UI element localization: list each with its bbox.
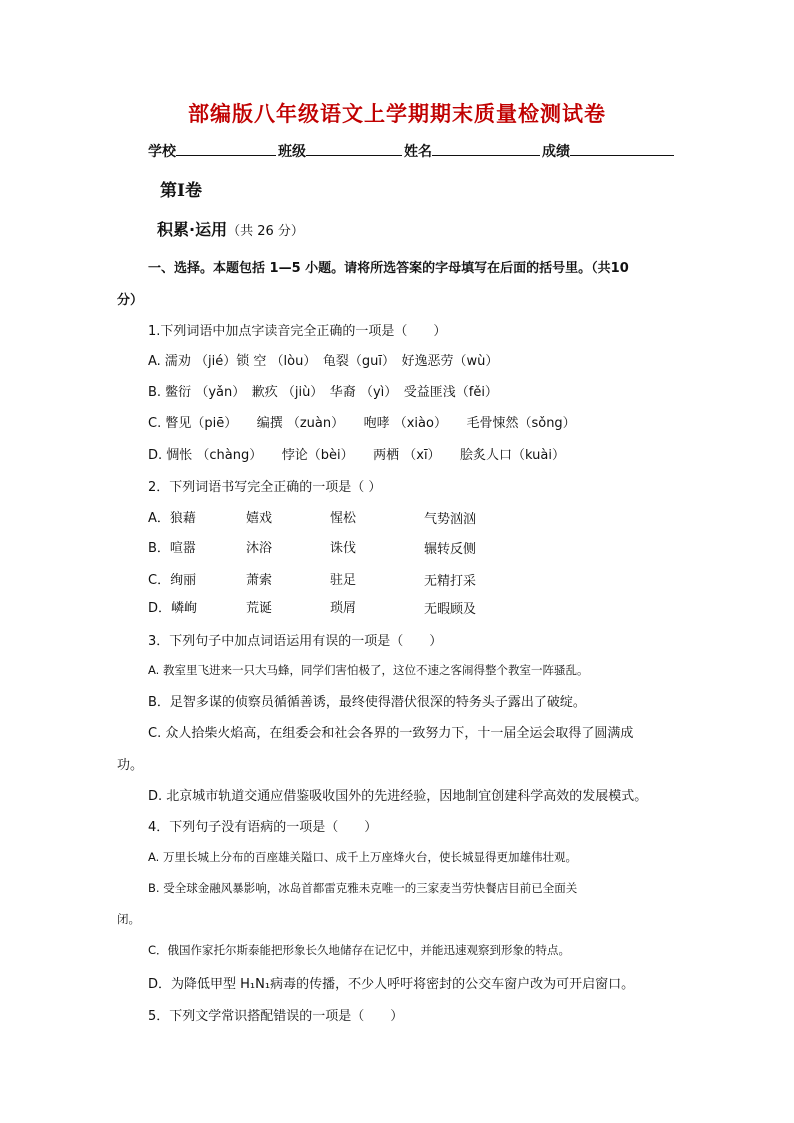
- q1-stem: 1.下列词语中加点字读音完全正确的一项是（ ）: [148, 324, 447, 339]
- name-blank[interactable]: [432, 141, 540, 156]
- q1-option-c: C. 瞥见（piē） 编撰 （zuàn） 咆哮 （xiào） 毛骨悚然（sǒng）: [148, 416, 576, 431]
- q2-row-d-col3: 琐屑: [330, 601, 357, 616]
- q3-option-a: A. 教室里飞进来一只大马蜂，同学们害怕极了，这位不速之客闹得整个教室一阵骚乱。: [148, 663, 589, 677]
- q4-stem: 4．下列句子没有语病的一项是（ ）: [148, 820, 378, 835]
- q3-stem: 3．下列句子中加点词语运用有误的一项是（ ）: [148, 634, 443, 649]
- q2-row-c-col1: C．绚丽: [148, 573, 197, 588]
- q4-option-a: A. 万里长城上分布的百座雄关隘口、成千上万座烽火台，使长城显得更加雄伟壮观。: [148, 850, 577, 864]
- q5-stem: 5．下列文学常识搭配错误的一项是（ ）: [148, 1009, 404, 1024]
- name-label: 姓名: [404, 144, 432, 160]
- q2-row-c-col2: 萧索: [246, 573, 273, 588]
- q2-row-d-col1: D．嶙峋: [148, 601, 198, 616]
- q1-option-a: A. 濡劝 （jié）锁 空 （lòu） 龟裂（guī） 好逸恶劳（wù）: [148, 354, 499, 369]
- q2-row-b-col2: 沐浴: [246, 541, 273, 556]
- section-label: 积累·运用: [157, 220, 228, 239]
- score-blank[interactable]: [570, 141, 674, 156]
- q2-row-b-col4: 辗转反侧: [424, 542, 477, 557]
- q2-row-b-col1: B．喧嚣: [148, 541, 196, 556]
- section-heading: [157, 217, 304, 240]
- q2-row-c-col4: 无精打采: [424, 574, 477, 589]
- part1-instruction-line1: 一、选择。本题包括 1—5 小题。请将所选答案的字母填写在后面的括号里。（共10: [148, 261, 629, 276]
- section-points: （共 26 分）: [227, 224, 304, 239]
- q3-option-b: B．足智多谋的侦察员循循善诱，最终使得潜伏很深的特务头子露出了破绽。: [148, 695, 586, 710]
- q2-row-a-col3: 惺松: [330, 511, 357, 526]
- q2-row-a-col1: A．狼藉: [148, 511, 196, 526]
- q3-option-c-line2: 功。: [117, 758, 144, 773]
- school-label: 学校: [148, 144, 176, 160]
- class-blank[interactable]: [306, 141, 402, 156]
- q3-option-d: D. 北京城市轨道交通应借鉴吸收国外的先进经验，因地制宜创建科学高效的发展模式。: [148, 789, 648, 804]
- volume-heading: 第Ⅰ卷: [160, 181, 202, 201]
- q1-option-b: B. 鳖衍 （yǎn） 歉疚 （jiù） 华裔 （yì） 受益匪浅（fěi）: [148, 385, 498, 400]
- q2-row-d-col4: 无暇顾及: [424, 602, 477, 617]
- q2-row-d-col2: 荒诞: [246, 601, 273, 616]
- school-blank[interactable]: [176, 141, 276, 156]
- student-info-line: [148, 141, 676, 161]
- class-label: 班级: [278, 144, 306, 160]
- q2-stem: 2．下列词语书写完全正确的一项是（ ）: [148, 480, 382, 495]
- q4-option-b-line1: B. 受全球金融风暴影响，冰岛首都雷克雅未克唯一的三家麦当劳快餐店目前已全面关: [148, 881, 578, 895]
- q2-row-b-col3: 诛伐: [330, 541, 357, 556]
- score-label: 成绩: [542, 144, 570, 160]
- q2-row-a-col4: 气势汹汹: [424, 512, 477, 527]
- q4-option-b-line2: 闭。: [117, 912, 140, 926]
- q1-option-d: D. 惆怅 （chàng） 悖论（bèi） 两栖 （xī） 脍炙人口（kuài）: [148, 448, 565, 463]
- q4-option-d: D．为降低甲型 H₁N₁病毒的传播，不少人呼吁将密封的公交车窗户改为可开启窗口。: [148, 977, 635, 992]
- exam-title: 部编版八年级语文上学期期末质量检测试卷: [188, 102, 606, 126]
- part1-instruction-line2: 分）: [117, 293, 144, 308]
- q4-option-c: C．俄国作家托尔斯泰能把形象长久地储存在记忆中，并能迅速观察到形象的特点。: [148, 943, 571, 957]
- q2-row-a-col2: 嬉戏: [246, 511, 273, 526]
- q2-row-c-col3: 驻足: [330, 573, 357, 588]
- q3-option-c-line1: C. 众人拾柴火焰高，在组委会和社会各界的一致努力下，十一届全运会取得了圆满成: [148, 726, 634, 741]
